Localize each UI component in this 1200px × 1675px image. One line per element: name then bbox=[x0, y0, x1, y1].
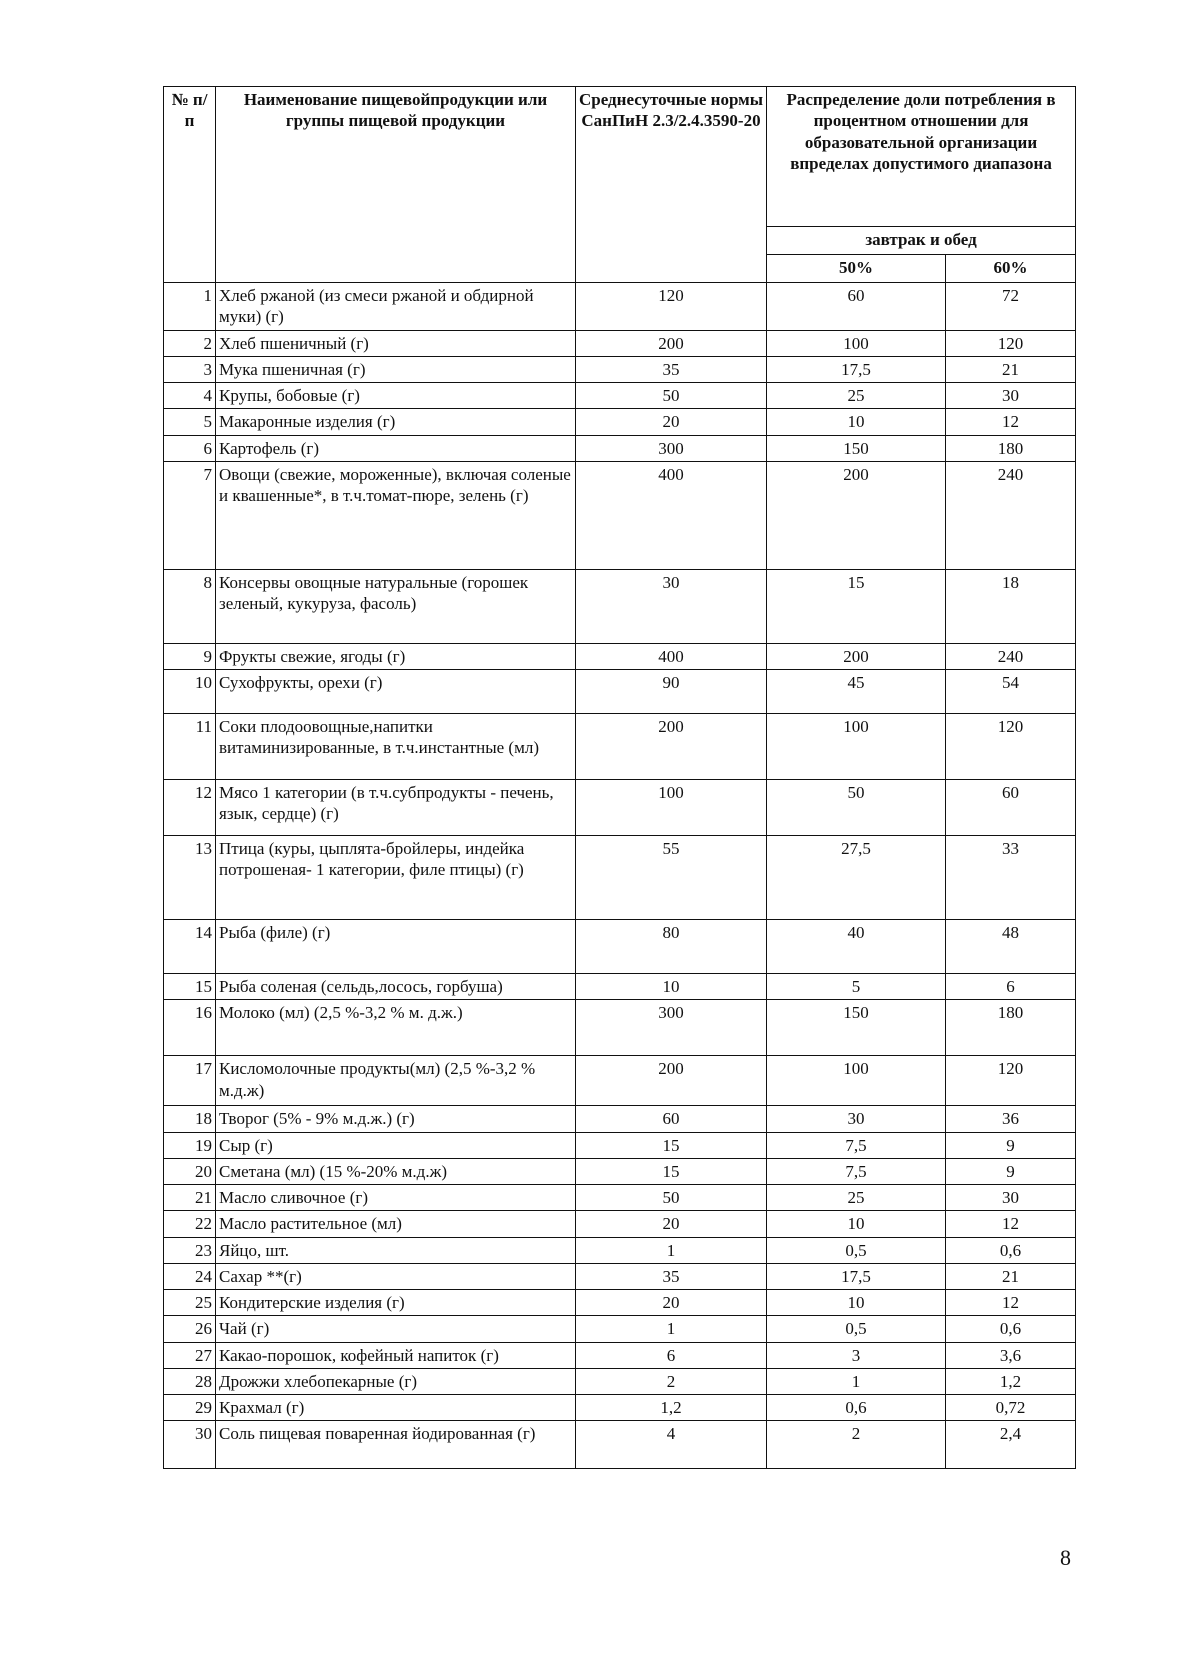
row-product-name: Сметана (мл) (15 %-20% м.д.ж) bbox=[216, 1158, 576, 1184]
row-product-name: Макаронные изделия (г) bbox=[216, 409, 576, 435]
row-number: 2 bbox=[164, 330, 216, 356]
row-number: 9 bbox=[164, 643, 216, 669]
row-product-name: Хлеб пшеничный (г) bbox=[216, 330, 576, 356]
row-number: 27 bbox=[164, 1342, 216, 1368]
row-number: 11 bbox=[164, 714, 216, 780]
table-row bbox=[164, 461, 1076, 569]
table-row bbox=[164, 1368, 1076, 1394]
table-row bbox=[164, 1000, 1076, 1056]
row-norm-value: 20 bbox=[576, 1290, 767, 1316]
row-share-60: 54 bbox=[946, 670, 1076, 714]
row-norm-value: 2 bbox=[576, 1368, 767, 1394]
row-share-50: 10 bbox=[767, 409, 946, 435]
row-number: 16 bbox=[164, 1000, 216, 1056]
page-number: 8 bbox=[1060, 1545, 1071, 1570]
row-share-60: 48 bbox=[946, 920, 1076, 974]
row-share-50: 45 bbox=[767, 670, 946, 714]
header-distribution: Распределение доли потребления в процентном отношении для образовательной организации впределах допустимого диапазона bbox=[767, 87, 1076, 227]
row-norm-value: 50 bbox=[576, 1185, 767, 1211]
row-share-60: 1,2 bbox=[946, 1368, 1076, 1394]
row-share-60: 180 bbox=[946, 1000, 1076, 1056]
row-product-name: Какао-порошок, кофейный напиток (г) bbox=[216, 1342, 576, 1368]
row-product-name: Овощи (свежие, мороженные), включая соленые и квашенные*, в т.ч.томат-пюре, зелень (г) bbox=[216, 461, 576, 569]
norms-table bbox=[163, 86, 1076, 1469]
row-share-50: 150 bbox=[767, 1000, 946, 1056]
row-share-50: 17,5 bbox=[767, 356, 946, 382]
row-number: 8 bbox=[164, 569, 216, 643]
row-norm-value: 200 bbox=[576, 1056, 767, 1106]
row-product-name: Сахар **(г) bbox=[216, 1263, 576, 1289]
row-number: 3 bbox=[164, 356, 216, 382]
row-share-60: 60 bbox=[946, 780, 1076, 836]
row-number: 1 bbox=[164, 283, 216, 331]
row-share-60: 0,6 bbox=[946, 1316, 1076, 1342]
row-number: 10 bbox=[164, 670, 216, 714]
row-share-50: 3 bbox=[767, 1342, 946, 1368]
table-row bbox=[164, 1290, 1076, 1316]
row-share-60: 9 bbox=[946, 1132, 1076, 1158]
row-product-name: Соль пищевая поваренная йодированная (г) bbox=[216, 1421, 576, 1469]
row-share-50: 15 bbox=[767, 569, 946, 643]
table-row bbox=[164, 383, 1076, 409]
row-norm-value: 55 bbox=[576, 836, 767, 920]
row-product-name: Рыба соленая (сельдь,лосось, горбуша) bbox=[216, 974, 576, 1000]
row-norm-value: 1 bbox=[576, 1316, 767, 1342]
row-share-50: 1 bbox=[767, 1368, 946, 1394]
row-share-50: 0,5 bbox=[767, 1237, 946, 1263]
row-share-50: 2 bbox=[767, 1421, 946, 1469]
row-share-60: 36 bbox=[946, 1106, 1076, 1132]
row-share-60: 180 bbox=[946, 435, 1076, 461]
row-norm-value: 80 bbox=[576, 920, 767, 974]
table-row bbox=[164, 643, 1076, 669]
row-product-name: Крахмал (г) bbox=[216, 1395, 576, 1421]
row-number: 29 bbox=[164, 1395, 216, 1421]
row-product-name: Мясо 1 категории (в т.ч.субпродукты - печень, язык, сердце) (г) bbox=[216, 780, 576, 836]
row-number: 24 bbox=[164, 1263, 216, 1289]
row-norm-value: 20 bbox=[576, 409, 767, 435]
row-number: 14 bbox=[164, 920, 216, 974]
row-norm-value: 6 bbox=[576, 1342, 767, 1368]
row-product-name: Масло растительное (мл) bbox=[216, 1211, 576, 1237]
row-share-50: 200 bbox=[767, 643, 946, 669]
row-share-50: 100 bbox=[767, 714, 946, 780]
row-number: 5 bbox=[164, 409, 216, 435]
row-norm-value: 10 bbox=[576, 974, 767, 1000]
header-name: Наименование пищевойпродукции или группы пищевой продукции bbox=[216, 87, 576, 283]
row-share-60: 12 bbox=[946, 1211, 1076, 1237]
table-row bbox=[164, 1211, 1076, 1237]
row-norm-value: 35 bbox=[576, 356, 767, 382]
row-number: 17 bbox=[164, 1056, 216, 1106]
row-number: 12 bbox=[164, 780, 216, 836]
table-row bbox=[164, 974, 1076, 1000]
table-row bbox=[164, 330, 1076, 356]
row-share-50: 7,5 bbox=[767, 1158, 946, 1184]
row-product-name: Яйцо, шт. bbox=[216, 1237, 576, 1263]
row-product-name: Консервы овощные натуральные (горошек зеленый, кукуруза, фасоль) bbox=[216, 569, 576, 643]
row-share-50: 100 bbox=[767, 1056, 946, 1106]
row-product-name: Молоко (мл) (2,5 %-3,2 % м. д.ж.) bbox=[216, 1000, 576, 1056]
table-row bbox=[164, 670, 1076, 714]
table-row bbox=[164, 1056, 1076, 1106]
table-row bbox=[164, 1316, 1076, 1342]
row-number: 28 bbox=[164, 1368, 216, 1394]
row-number: 22 bbox=[164, 1211, 216, 1237]
row-product-name: Хлеб ржаной (из смеси ржаной и обдирной муки) (г) bbox=[216, 283, 576, 331]
table-row bbox=[164, 1185, 1076, 1211]
table-row bbox=[164, 409, 1076, 435]
table-row bbox=[164, 1106, 1076, 1132]
row-number: 18 bbox=[164, 1106, 216, 1132]
row-share-50: 200 bbox=[767, 461, 946, 569]
row-share-50: 150 bbox=[767, 435, 946, 461]
row-product-name: Фрукты свежие, ягоды (г) bbox=[216, 643, 576, 669]
table-row bbox=[164, 836, 1076, 920]
row-share-60: 240 bbox=[946, 643, 1076, 669]
row-share-50: 0,5 bbox=[767, 1316, 946, 1342]
row-norm-value: 200 bbox=[576, 330, 767, 356]
row-product-name: Рыба (филе) (г) bbox=[216, 920, 576, 974]
row-number: 19 bbox=[164, 1132, 216, 1158]
row-product-name: Мука пшеничная (г) bbox=[216, 356, 576, 382]
row-product-name: Сухофрукты, орехи (г) bbox=[216, 670, 576, 714]
row-share-60: 12 bbox=[946, 1290, 1076, 1316]
row-share-50: 25 bbox=[767, 1185, 946, 1211]
row-norm-value: 1 bbox=[576, 1237, 767, 1263]
row-share-60: 240 bbox=[946, 461, 1076, 569]
row-norm-value: 20 bbox=[576, 1211, 767, 1237]
table-header bbox=[164, 87, 1076, 283]
table-row bbox=[164, 435, 1076, 461]
row-share-50: 10 bbox=[767, 1290, 946, 1316]
row-number: 15 bbox=[164, 974, 216, 1000]
row-share-60: 120 bbox=[946, 1056, 1076, 1106]
row-norm-value: 15 bbox=[576, 1132, 767, 1158]
row-share-60: 120 bbox=[946, 330, 1076, 356]
row-share-60: 30 bbox=[946, 383, 1076, 409]
row-number: 23 bbox=[164, 1237, 216, 1263]
row-product-name: Сыр (г) bbox=[216, 1132, 576, 1158]
row-share-50: 17,5 bbox=[767, 1263, 946, 1289]
row-product-name: Масло сливочное (г) bbox=[216, 1185, 576, 1211]
row-number: 20 bbox=[164, 1158, 216, 1184]
row-norm-value: 300 bbox=[576, 1000, 767, 1056]
row-norm-value: 30 bbox=[576, 569, 767, 643]
row-share-60: 33 bbox=[946, 836, 1076, 920]
table-row bbox=[164, 1158, 1076, 1184]
row-share-60: 2,4 bbox=[946, 1421, 1076, 1469]
table-row bbox=[164, 356, 1076, 382]
row-product-name: Картофель (г) bbox=[216, 435, 576, 461]
row-share-60: 21 bbox=[946, 356, 1076, 382]
row-share-50: 10 bbox=[767, 1211, 946, 1237]
row-share-60: 0,6 bbox=[946, 1237, 1076, 1263]
table-row bbox=[164, 1395, 1076, 1421]
table-row bbox=[164, 920, 1076, 974]
row-norm-value: 4 bbox=[576, 1421, 767, 1469]
row-number: 6 bbox=[164, 435, 216, 461]
row-share-60: 72 bbox=[946, 283, 1076, 331]
table-row bbox=[164, 1342, 1076, 1368]
row-norm-value: 90 bbox=[576, 670, 767, 714]
row-norm-value: 100 bbox=[576, 780, 767, 836]
row-norm-value: 120 bbox=[576, 283, 767, 331]
row-norm-value: 400 bbox=[576, 643, 767, 669]
row-share-50: 50 bbox=[767, 780, 946, 836]
row-number: 4 bbox=[164, 383, 216, 409]
row-share-60: 0,72 bbox=[946, 1395, 1076, 1421]
row-norm-value: 35 bbox=[576, 1263, 767, 1289]
row-norm-value: 200 bbox=[576, 714, 767, 780]
row-product-name: Чай (г) bbox=[216, 1316, 576, 1342]
row-number: 21 bbox=[164, 1185, 216, 1211]
row-number: 7 bbox=[164, 461, 216, 569]
table-row bbox=[164, 283, 1076, 331]
row-share-60: 18 bbox=[946, 569, 1076, 643]
row-product-name: Крупы, бобовые (г) bbox=[216, 383, 576, 409]
row-share-60: 120 bbox=[946, 714, 1076, 780]
table-row bbox=[164, 1237, 1076, 1263]
row-share-60: 9 bbox=[946, 1158, 1076, 1184]
row-share-50: 40 bbox=[767, 920, 946, 974]
row-product-name: Кондитерские изделия (г) bbox=[216, 1290, 576, 1316]
row-norm-value: 1,2 bbox=[576, 1395, 767, 1421]
row-product-name: Творог (5% - 9% м.д.ж.) (г) bbox=[216, 1106, 576, 1132]
row-number: 25 bbox=[164, 1290, 216, 1316]
row-norm-value: 60 bbox=[576, 1106, 767, 1132]
table-row bbox=[164, 780, 1076, 836]
row-share-60: 30 bbox=[946, 1185, 1076, 1211]
header-meal: завтрак и обед bbox=[767, 227, 1076, 255]
row-share-50: 27,5 bbox=[767, 836, 946, 920]
table-row bbox=[164, 1263, 1076, 1289]
row-share-50: 30 bbox=[767, 1106, 946, 1132]
table-row bbox=[164, 1421, 1076, 1469]
row-share-50: 100 bbox=[767, 330, 946, 356]
row-share-60: 3,6 bbox=[946, 1342, 1076, 1368]
row-share-50: 5 bbox=[767, 974, 946, 1000]
header-p60: 60% bbox=[946, 255, 1076, 283]
row-norm-value: 50 bbox=[576, 383, 767, 409]
row-norm-value: 15 bbox=[576, 1158, 767, 1184]
row-product-name: Птица (куры, цыплята-бройлеры, индейка потрошеная- 1 категории, филе птицы) (г) bbox=[216, 836, 576, 920]
row-norm-value: 400 bbox=[576, 461, 767, 569]
row-number: 30 bbox=[164, 1421, 216, 1469]
row-share-60: 6 bbox=[946, 974, 1076, 1000]
row-norm-value: 300 bbox=[576, 435, 767, 461]
row-share-60: 21 bbox=[946, 1263, 1076, 1289]
table-row bbox=[164, 714, 1076, 780]
table-row bbox=[164, 1132, 1076, 1158]
row-share-50: 0,6 bbox=[767, 1395, 946, 1421]
row-share-50: 60 bbox=[767, 283, 946, 331]
header-num: № п/ п bbox=[164, 87, 216, 283]
table-body bbox=[164, 283, 1076, 1469]
row-product-name: Кисломолочные продукты(мл) (2,5 %-3,2 % м.д.ж) bbox=[216, 1056, 576, 1106]
row-share-50: 25 bbox=[767, 383, 946, 409]
header-norm: Среднесуточные нормы СанПиН 2.3/2.4.3590-20 bbox=[576, 87, 767, 283]
row-share-50: 7,5 bbox=[767, 1132, 946, 1158]
row-number: 26 bbox=[164, 1316, 216, 1342]
header-p50: 50% bbox=[767, 255, 946, 283]
table-row bbox=[164, 569, 1076, 643]
row-product-name: Дрожжи хлебопекарные (г) bbox=[216, 1368, 576, 1394]
row-share-60: 12 bbox=[946, 409, 1076, 435]
row-number: 13 bbox=[164, 836, 216, 920]
row-product-name: Соки плодоовощные,напитки витаминизированные, в т.ч.инстантные (мл) bbox=[216, 714, 576, 780]
